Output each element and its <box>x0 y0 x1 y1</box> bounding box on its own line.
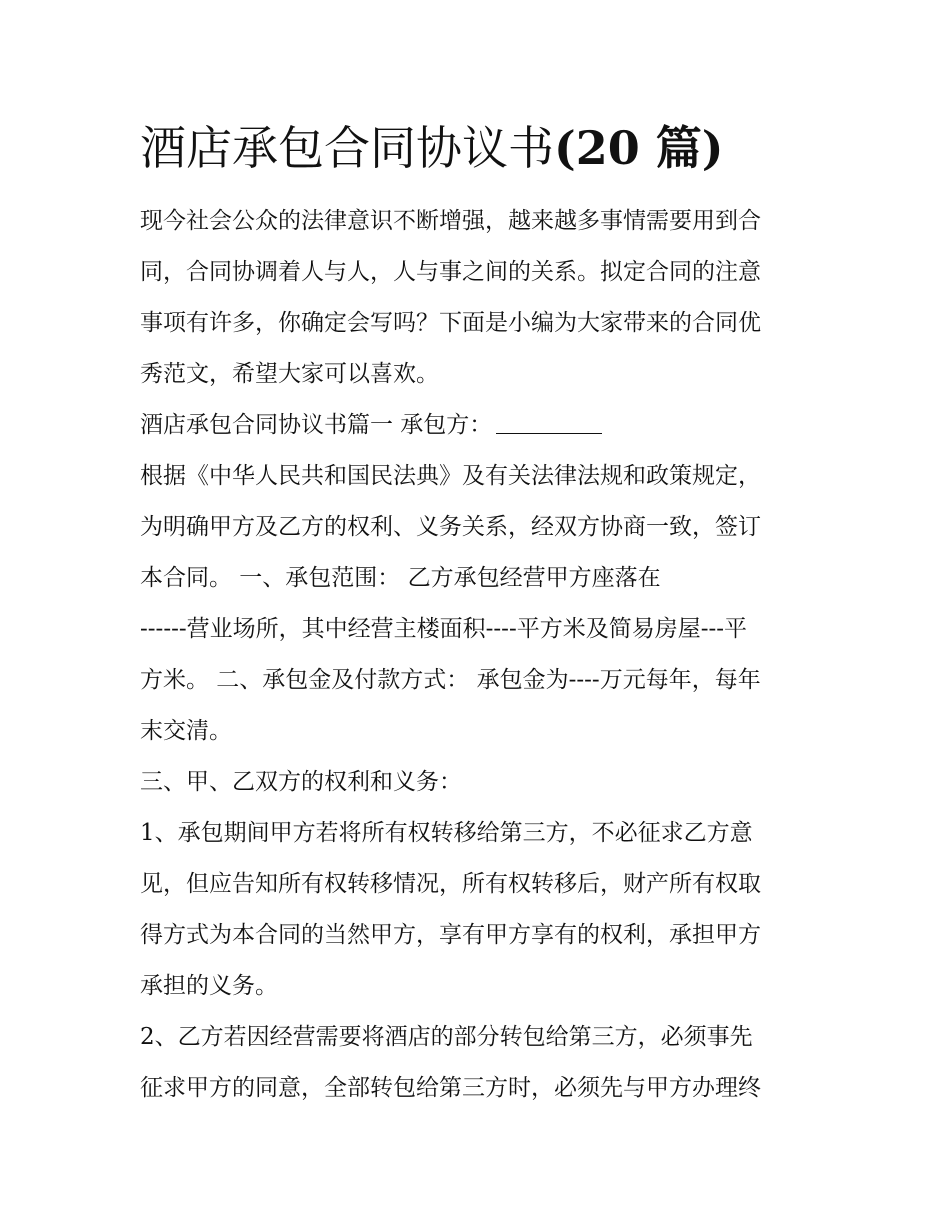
paragraph-line: 见，但应告知所有权转移情况，所有权转移后，财产所有权取 <box>140 871 761 897</box>
section-heading-line <box>140 400 820 451</box>
paragraph-line: 根据《中华人民共和国民法典》及有关法律法规和政策规定， <box>140 463 761 489</box>
section-heading-text: 酒店承包合同协议书篇一 承包方： <box>140 412 493 438</box>
title-count: (20 篇) <box>554 121 724 175</box>
paragraph-line: ------营业场所，其中经营主楼面积----平方米及简易房屋---平 <box>140 616 748 642</box>
paragraph-line: 2、乙方若因经营需要将酒店的部分转包给第三方，必须事先 <box>140 1024 753 1050</box>
paragraph-line: 秀范文，希望大家可以喜欢。 <box>140 361 439 387</box>
paragraph-line: 方米。 二、承包金及付款方式： 承包金为----万元每年，每年 <box>140 667 761 693</box>
paragraph-line: 三、甲、乙双方的权利和义务： <box>140 769 462 795</box>
paragraph-line: 本合同。 一、承包范围： 乙方承包经营甲方座落在 <box>140 565 661 591</box>
paragraph-line: 事项有许多，你确定会写吗？下面是小编为大家带来的合同优 <box>140 310 761 336</box>
paragraph-line: 1、承包期间甲方若将所有权转移给第三方，不必征求乙方意 <box>140 820 753 846</box>
document-body <box>140 196 820 1114</box>
paragraph-line: 为明确甲方及乙方的权利、义务关系，经双方协商一致，签订 <box>140 514 761 540</box>
paragraph-line: 现今社会公众的法律意识不断增强，越来越多事情需要用到合 <box>140 208 761 234</box>
paragraph-line: 末交清。 <box>140 718 232 744</box>
document-title <box>140 112 840 184</box>
title-text: 酒店承包合同协议书 <box>140 121 554 175</box>
fill-in-blank <box>496 413 602 434</box>
paragraph-line: 承担的义务。 <box>140 973 278 999</box>
paragraph-line: 征求甲方的同意，全部转包给第三方时，必须先与甲方办理终 <box>140 1075 761 1101</box>
paragraph-line: 同，合同协调着人与人，人与事之间的关系。拟定合同的注意 <box>140 259 761 285</box>
paragraph-line: 得方式为本合同的当然甲方，享有甲方享有的权利，承担甲方 <box>140 922 761 948</box>
